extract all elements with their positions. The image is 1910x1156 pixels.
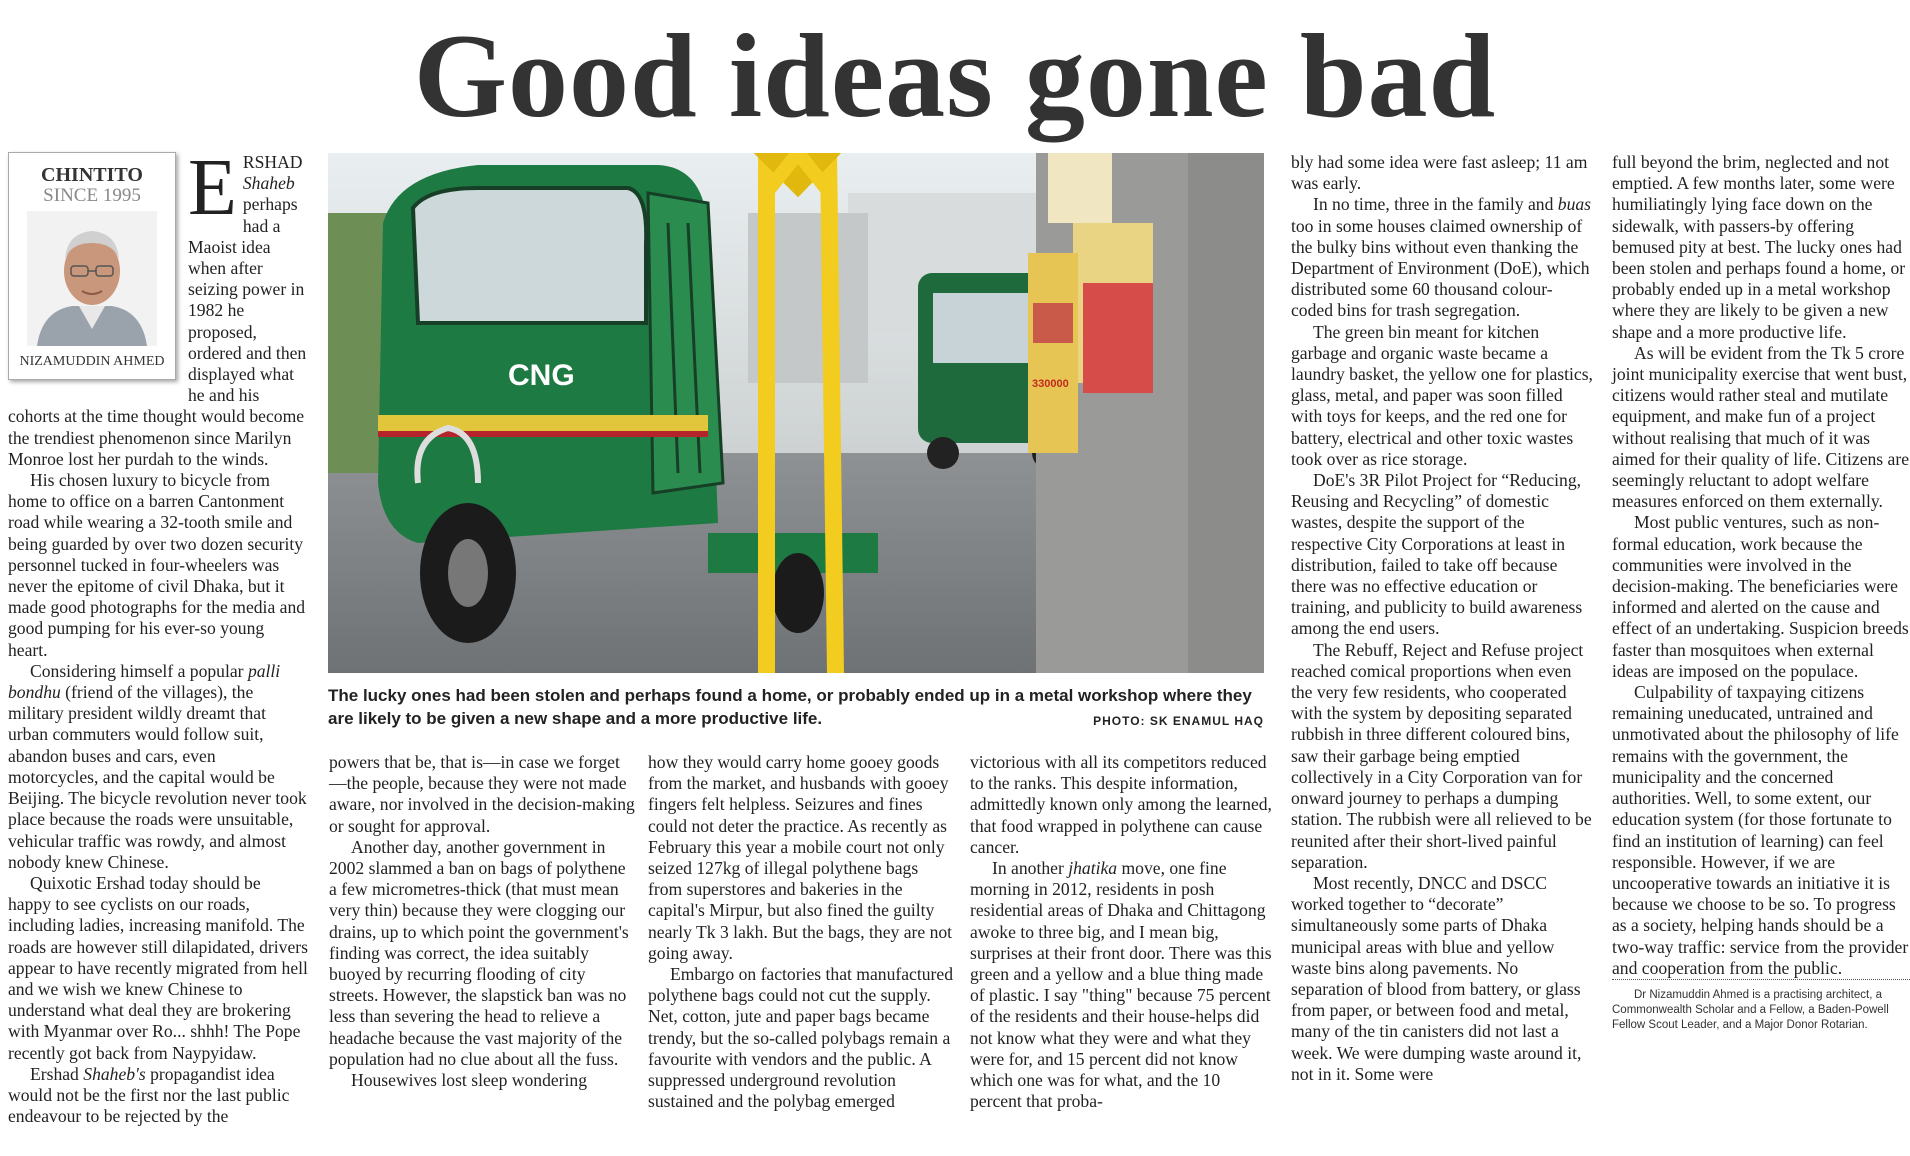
paragraph: His chosen luxury to bicycle from home to office on a barren Cantonment road while wearing a 32-tooth smile and being guarded by over two dozen security personnel tucked in four-wheelers was never the epitome of civil Dhaka, but it made good photographs for the media and good pumping for his ever-so young heart. bbox=[8, 470, 306, 660]
paragraph: DoE's 3R Pilot Project for “Reducing, Reusing and Recycling” of domestic wastes, despite the support of the respective City Corporations at least in distribution, failed to take off because there was no effective education or training, and publicity to build awareness among the end users. bbox=[1291, 470, 1583, 639]
paragraph: Most public ventures, such as non-formal education, work because the communities were involved in the decision-making. The beneficiaries were informed and alerted on the cause and effect of an undertaking. Suspicion breeds faster than mosquitoes when external ideas are imposed on the populace. bbox=[1612, 512, 1909, 681]
paragraph: Quixotic Ershad today should be happy to see cyclists on our roads, including ladies, increasing manifold. The roads are however still dilapidated, drivers appear to have recently migrated from hell and we wish we knew Chinese to understand what deal they are brokering with Myanmar over Ro... shhh! The Pope recently got back from Naypyidaw. bbox=[8, 872, 308, 1063]
article-column-4 bbox=[970, 752, 1276, 1112]
paragraph: As will be evident from the Tk 5 crore joint municipality exercise that went bust, citizens would rather steal and mutilate equipment, and make fun of a project without realising that much of it was aimed for their quality of life. Citizens are seemingly reluctant to adopt welfare measures enforced on them externally. bbox=[1612, 342, 1910, 512]
paragraph: In another jhatika move, one fine morning in 2012, residents in posh residential areas of Dhaka and Chittagong awoke to three big, and I mean big, surprises at their front door. There was this green and a yellow and a blue thing made of plastic. I say "thing" because 75 percent of the residents and their house-helps did not know what they were and what they were for, and 15 percent did not know which one was for what, and the 10 percent that proba- bbox=[970, 858, 1272, 1112]
paragraph: In no time, three in the family and buas too in some houses claimed ownership of the bulky bins without even thanking the Department of Environment (DoE), which distributed some 60 thousand colour-coded bins for trash segregation. bbox=[1291, 194, 1592, 321]
column-title: CHINTITO bbox=[41, 164, 143, 186]
article-column-1 bbox=[8, 144, 308, 1127]
column-since: SINCE 1995 bbox=[43, 185, 141, 206]
column-author: NIZAMUDDIN AHMED bbox=[19, 354, 165, 369]
col2-body bbox=[329, 752, 635, 1091]
paragraph: Considering himself a popular palli bondhu (friend of the villages), the military president wildly dreamt that urban commuters would follow suit, abandon buses and cars, even motorcycles, and the capital would be Beijing. The bicycle revolution never took place because the roads were unsuitable, vehicular traffic was rowdy, and almost nobody knew Chinese. bbox=[8, 660, 307, 872]
paragraph: Culpability of taxpaying citizens remaining uneducated, untrained and unmotivated about the philosophy of life remains with the government, the municipality and the concerned authorities. Well, to some extent, our education system (for those fortunate to find an institution of learning) can feel responsible. However, if we are uncooperative towards an initiative it is because we choose to be so. To progress as a society, helping hands should be a two-way traffic: service from the provider and cooperation from the public. bbox=[1612, 682, 1909, 978]
paragraph: Ershad Shaheb's propagandist idea would not be the first nor the last public endeavour to be rejected by the bbox=[8, 1063, 290, 1127]
paragraph: Another day, another government in 2002 slammed a ban on bags of polythene a few micrometres-thick (that must mean very thin) because they were clogging our drains, up to which point the government's finding was correct, the idea suitably buoyed by recurring flooding of city streets. However, the slapstick ban was no less than severing the head to relieve a headache because the vast majority of the population had no clue about all the fuss. bbox=[329, 836, 629, 1069]
paragraph: bly had some idea were fast asleep; 11 am was early. bbox=[1291, 152, 1588, 194]
column-bio-box bbox=[8, 152, 176, 380]
col4-body bbox=[970, 752, 1276, 1112]
author-portrait bbox=[27, 211, 157, 346]
article-column-3 bbox=[648, 752, 954, 1112]
poster-number: 330000 bbox=[1032, 378, 1069, 390]
paragraph: The green bin meant for kitchen garbage and organic waste became a laundry basket, the yellow one for plastics, glass, metal, and paper was soon filled with toys for keeps, and the red one for battery, electrical and other toxic wastes took over as rice storage. bbox=[1291, 321, 1593, 469]
paragraph: Embargo on factories that manufactured polythene bags could not cut the supply. Net, cotton, jute and paper bags became trendy, but the so-called polybags remain a favourite with vendors and the public. A suppressed underground revolution sustained and the polybag emerged bbox=[648, 964, 954, 1112]
paragraph: full beyond the brim, neglected and not emptied. A few months later, some were humiliatingly lying face down on the sidewalk, with passers-by offering bemused pity at best. The lucky ones had been stolen and perhaps found a home, or probably ended up in a metal workshop where they are likely to be given a new shape and a more productive life. bbox=[1612, 152, 1906, 342]
article-photo bbox=[328, 153, 1264, 673]
col3-body bbox=[648, 752, 954, 1112]
paragraph: how they would carry home gooey goods from the market, and husbands with gooey fingers felt helpless. Seizures and fines could not deter the practice. As recently as February this year a mobile court not only seized 127kg of illegal polythene bags from superstores and bakeries in the capital's Mirpur, but also fined the guilty nearly Tk 3 lakh. But the bags, they are not going away. bbox=[648, 752, 953, 963]
author-note: Dr Nizamuddin Ahmed is a practising architect, a Commonwealth Scholar and a Fellow, a Baden-Powell Fellow Scout Leader, and a Major Donor Rotarian. bbox=[1612, 979, 1910, 1033]
cng-street-photo bbox=[328, 153, 1264, 673]
drop-cap: E bbox=[188, 144, 237, 232]
article-column-5 bbox=[1291, 152, 1593, 1085]
paragraph: The Rebuff, Reject and Refuse project reached comical proportions when even the very few residents, who cooperated with the system by depositing separated rubbish in three different coloured bins, saw their garbage being emptied collectively in a City Corporation van for onward journey to perhaps a dumping station. The rubbish were all relieved to be reunited after their short-lived painful separation. bbox=[1291, 639, 1592, 872]
paragraph: RSHAD Shaheb perhaps had a Maoist idea when after seizing power in 1982 he proposed, ordered and then displayed what he and his cohorts at the time thought would become the trendiest phenomenon since Marilyn Monroe lost her purdah to the winds. bbox=[8, 152, 307, 469]
col5-body bbox=[1291, 152, 1593, 1085]
paragraph: Most recently, DNCC and DSCC worked together to “decorate” simultaneously some parts of Dhaka municipal areas with blue and yellow waste bins along pavements. No separation of blood from battery, or glass from paper, or between food and metal, many of the tin canisters did not last a week. We were dumping waste around it, not in it. Some were bbox=[1291, 872, 1582, 1084]
col6-body bbox=[1612, 152, 1910, 979]
caption-text: The lucky ones had been stolen and perhaps found a home, or probably ended up in a metal workshop where they are likely to be given a new shape and a more productive life. bbox=[328, 686, 1252, 728]
article-column-2 bbox=[329, 752, 635, 1091]
photo-caption bbox=[328, 684, 1264, 733]
photo-credit: PHOTO: SK ENAMUL HAQ bbox=[1093, 714, 1264, 728]
headline: Good ideas gone bad bbox=[413, 9, 1497, 142]
article-column-6 bbox=[1612, 152, 1910, 1033]
paragraph: victorious with all its competitors reduced to the ranks. This despite information, admittedly known only among the learned, that food wrapped in polythene can cause cancer. bbox=[970, 752, 1272, 857]
paragraph: Housewives lost sleep wondering bbox=[351, 1070, 588, 1091]
cng-label: CNG bbox=[508, 359, 575, 392]
paragraph: powers that be, that is—in case we forget—the people, because they were not made aware, nor involved in the decision-making or sought for approval. bbox=[329, 752, 635, 836]
